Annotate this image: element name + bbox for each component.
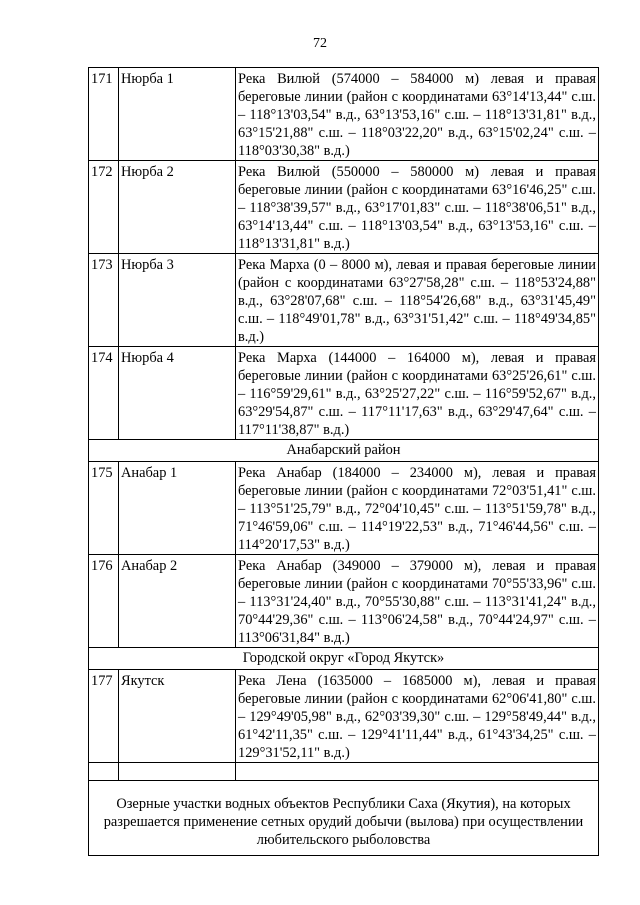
page-number: 72 [313, 36, 327, 51]
area-name: Нюрба 2 [119, 161, 236, 254]
area-description: Река Анабар (184000 – 234000 м), левая и правая береговые линии (район с координатами 72°03'51,41" с.ш. – 113°51'25,79" в.д., 72°04'10,45" с.ш. – 113°51'59,78" в.д., 71°46'59,06" с.ш. – 114°19'22,53" в.д., 71°46'44,56" с.ш. – 114°20'17,53" в.д.) [236, 462, 599, 555]
area-name: Анабар 2 [119, 555, 236, 648]
entry-number: 172 [89, 161, 119, 254]
entry-number: 174 [89, 347, 119, 440]
heading-line-2: разрешается применение сетных орудий добычи (вылова) при осуществлении [103, 814, 584, 830]
lake-sections-heading [89, 781, 599, 856]
heading-line-1: Озерные участки водных объектов Республики Саха (Якутия), на которых [116, 796, 571, 812]
heading-line-3: любительского рыболовства [256, 832, 431, 848]
table-row [89, 161, 599, 254]
entry-number: 175 [89, 462, 119, 555]
table-body [89, 68, 599, 856]
district-header-row [89, 440, 599, 462]
filler-cell [119, 763, 236, 781]
area-description: Река Лена (1635000 – 1685000 м), левая и правая береговые линии (район с координатами 62°06'41,80" с.ш. – 129°49'05,98" в.д., 62°03'39,30" с.ш. – 129°58'49,44" в.д., 61°42'11,35" с.ш. – 129°41'11,44" в.д., 61°43'34,25" с.ш. – 129°31'52,11" в.д.) [236, 670, 599, 763]
section-header-row [89, 781, 599, 856]
table-row [89, 670, 599, 763]
table-row [89, 462, 599, 555]
filler-cell [89, 763, 119, 781]
district-header-row [89, 648, 599, 670]
table-filler-row [89, 763, 599, 781]
fishing-areas-table [88, 67, 599, 856]
area-description: Река Вилюй (574000 – 584000 м) левая и правая береговые линии (район с координатами 63°14'13,44" с.ш. – 118°13'03,54" в.д., 63°13'53,16" с.ш. – 118°13'31,81" в.д., 63°15'21,88" с.ш. – 118°03'22,20" в.д., 63°15'02,24" с.ш. – 118°03'30,38" в.д.) [236, 68, 599, 161]
table-row [89, 254, 599, 347]
area-name: Нюрба 3 [119, 254, 236, 347]
district-name: Городской округ «Город Якутск» [89, 648, 599, 670]
entry-number: 171 [89, 68, 119, 161]
table-row [89, 555, 599, 648]
table-row [89, 68, 599, 161]
area-description: Река Марха (144000 – 164000 м), левая и правая береговые линии (район с координатами 63°25'26,61" с.ш. – 116°59'29,61" в.д., 63°25'27,22" с.ш. – 116°59'52,67" в.д., 63°29'54,87" с.ш. – 117°11'17,63" в.д., 63°29'47,64" с.ш. – 117°11'38,87" в.д.) [236, 347, 599, 440]
table-row [89, 347, 599, 440]
district-name: Анабарский район [89, 440, 599, 462]
area-name: Нюрба 1 [119, 68, 236, 161]
area-description: Река Марха (0 – 8000 м), левая и правая береговые линии (район с координатами 63°27'58,28" с.ш. – 118°53'24,88" в.д., 63°28'07,68" с.ш. – 118°54'26,68" в.д., 63°31'45,49" с.ш. – 118°49'01,78" в.д., 63°31'51,42" с.ш. – 118°49'34,85" в.д.) [236, 254, 599, 347]
entry-number: 177 [89, 670, 119, 763]
area-description: Река Вилюй (550000 – 580000 м) левая и правая береговые линии (район с координатами 63°16'46,25" с.ш. – 118°38'39,57" в.д., 63°17'01,83" с.ш. – 118°38'06,51" в.д., 63°14'13,44" с.ш. – 118°13'03,54" в.д., 63°13'53,16" с.ш. – 118°13'31,81" в.д.) [236, 161, 599, 254]
area-name: Нюрба 4 [119, 347, 236, 440]
area-description: Река Анабар (349000 – 379000 м), левая и правая береговые линии (район с координатами 70°55'33,96" с.ш. – 113°31'24,40" в.д., 70°55'30,88" с.ш. – 113°31'41,24" в.д., 70°44'29,36" с.ш. – 113°06'24,58" в.д., 70°44'24,97" с.ш. – 113°06'31,84" в.д.) [236, 555, 599, 648]
filler-cell [236, 763, 599, 781]
area-name: Анабар 1 [119, 462, 236, 555]
entry-number: 176 [89, 555, 119, 648]
entry-number: 173 [89, 254, 119, 347]
area-name: Якутск [119, 670, 236, 763]
